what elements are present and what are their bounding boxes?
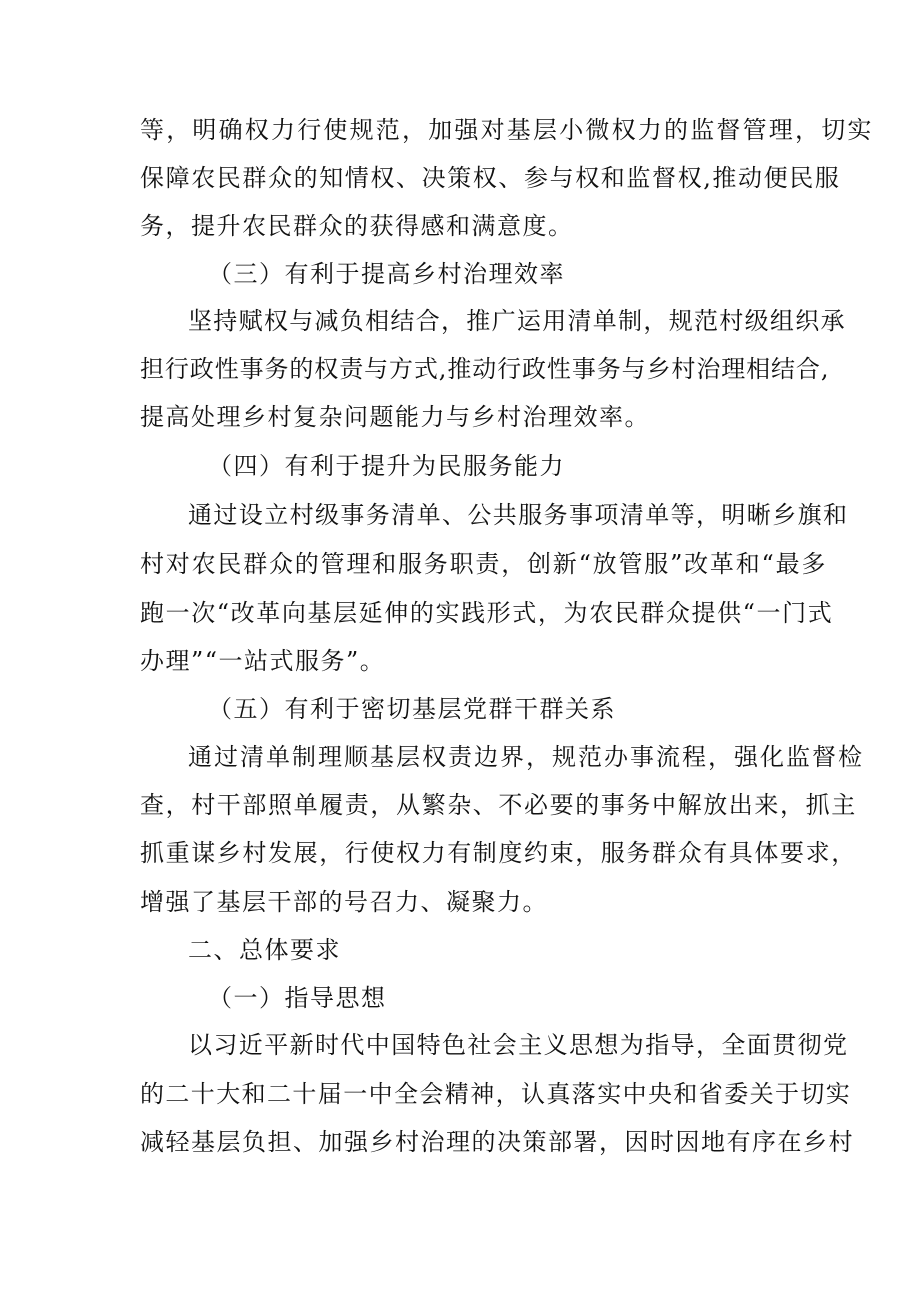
paragraph-line: 的二十大和二十届一中全会精神，认真落实中央和省委关于切实 xyxy=(140,1080,852,1108)
paragraph-line: 查，村干部照单履责，从繁杂、不必要的事务中解放出来，抓主 xyxy=(140,791,857,819)
paragraph-line: 通过设立村级事务清单、公共服务事项清单等，明晰乡旗和 xyxy=(188,501,849,529)
chapter-heading: 二、总体要求 xyxy=(188,936,341,964)
paragraph-line: 通过清单制理顺基层权责边界，规范办事流程，强化监督检 xyxy=(188,743,864,771)
paragraph-line: 等，明确权力行使规范，加强对基层小微权力的监督管理，切实 xyxy=(140,116,874,144)
section-heading: （四）有利于提升为民服务能力 xyxy=(208,452,565,480)
paragraph-line: 办理”“一站式服务”。 xyxy=(140,647,386,675)
paragraph-line: 抓重谋乡村发展，行使权力有制度约束，服务群众有具体要求， xyxy=(140,839,857,867)
paragraph-line: 担行政性事务的权责与方式,推动行政性事务与乡村治理相结合, xyxy=(140,355,830,383)
paragraph-line: 增强了基层干部的号召力、凝聚力。 xyxy=(140,888,548,916)
section-heading: （一）指导思想 xyxy=(208,984,387,1012)
paragraph-line: 跑一次“改革向基层延伸的实践形式，为农民群众提供“一门式 xyxy=(140,599,834,627)
paragraph-line: 提高处理乡村复杂问题能力与乡村治理效率。 xyxy=(140,403,650,431)
section-heading: （三）有利于提高乡村治理效率 xyxy=(208,260,565,288)
paragraph-line: 减轻基层负担、加强乡村治理的决策部署，因时因地有序在乡村 xyxy=(140,1128,854,1156)
section-heading: （五）有利于密切基层党群干群关系 xyxy=(208,695,616,723)
paragraph-line: 村对农民群众的管理和服务职责，创新“放管服”改革和“最多 xyxy=(140,550,828,578)
paragraph-line: 坚持赋权与减负相结合，推广运用清单制，规范村级组织承 xyxy=(188,307,846,335)
paragraph-line: 以习近平新时代中国特色社会主义思想为指导，全面贯彻党 xyxy=(188,1031,849,1059)
paragraph-line: 保障农民群众的知情权、决策权、参与权和监督权,推动便民服 xyxy=(140,164,841,192)
paragraph-line: 务，提升农民群众的获得感和满意度。 xyxy=(140,212,574,240)
